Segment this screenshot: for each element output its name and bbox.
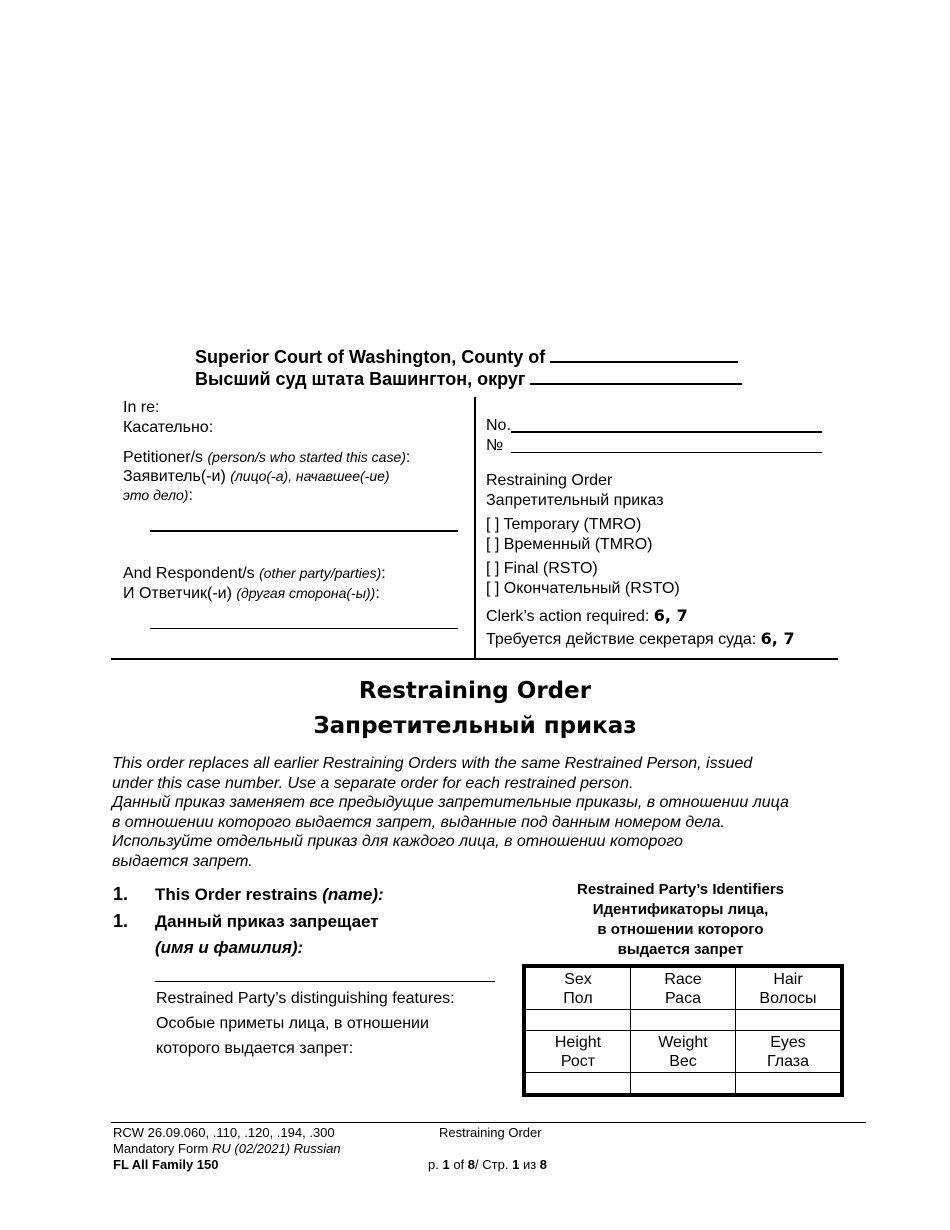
intro-line: under this case number. Use a separate order for each restrained person. xyxy=(112,774,634,792)
section-1-ru-note: (имя и фамилия): xyxy=(155,938,304,957)
restrained-name-input[interactable] xyxy=(155,981,495,982)
eyes-en: Eyes xyxy=(770,1033,806,1051)
footer-rcw: RCW 26.09.060, .110, .120, .194, .300 xyxy=(113,1125,335,1140)
sex-header xyxy=(526,968,631,1010)
identifiers-heading-ru-2: в отношении которого xyxy=(597,921,764,938)
petitioner-en: Petitioner/s xyxy=(123,449,204,466)
petitioner-ru-note1: (лицо(-а), начавшее(-ие) xyxy=(230,468,390,484)
petitioner-label-ru-2: это дело): xyxy=(123,487,193,504)
case-number-input[interactable] xyxy=(511,431,822,433)
in-re-ru: Касательно: xyxy=(123,419,214,436)
identifiers-heading-en: Restrained Party’s Identifiers xyxy=(576,881,785,898)
intro-line: This order replaces all earlier Restraining Orders with the same Restrained Person, issued xyxy=(112,755,753,772)
intro-line: Данный приказ заменяет все предыдущие запретительные приказы, в отношении лица xyxy=(112,794,789,811)
footer-mandatory xyxy=(113,1141,341,1157)
footer-page-sep: / Стр. xyxy=(475,1157,509,1172)
intro-line: выдается запрет. xyxy=(112,852,253,870)
intro-line: Используйте отдельный приказ для каждого лица, в отношении которого xyxy=(112,833,683,850)
court-label-en: Superior Court of Washington, County of xyxy=(195,347,546,367)
footer-form-id: FL All Family 150 xyxy=(113,1157,219,1172)
respondent-name-input[interactable] xyxy=(150,628,458,629)
footer-page-num: 1 xyxy=(442,1157,450,1172)
footer-page-of-ru: из xyxy=(522,1157,537,1172)
final-checkbox-en[interactable]: [ ] Final (RSTO) xyxy=(486,560,598,577)
clerk-action-en xyxy=(486,606,688,627)
clerk-sections-en: 6, 7 xyxy=(653,606,688,625)
race-header xyxy=(631,968,736,1010)
respondent-en-note: (other party/parties) xyxy=(259,565,382,581)
respondent-ru-note: (другая сторона(-ы)) xyxy=(236,585,376,601)
identifiers-table xyxy=(525,967,841,1094)
court-label-ru: Высший суд штата Вашингтон, округ xyxy=(195,369,526,389)
footer-page-p: p. xyxy=(428,1157,439,1172)
footer-page-number xyxy=(428,1157,547,1173)
table-row xyxy=(526,1031,841,1073)
height-ru: Рост xyxy=(560,1052,596,1070)
table-row xyxy=(526,968,841,1010)
order-type-ru: Запретительный приказ xyxy=(486,492,664,509)
footer-page-num-ru: 1 xyxy=(512,1157,520,1172)
section-1-text-ru: Данный приказ запрещает xyxy=(155,912,379,931)
court-heading-ru xyxy=(195,368,742,390)
case-number-label-en: No. xyxy=(486,417,511,434)
petitioner-name-input[interactable] xyxy=(150,530,458,532)
county-input-ru[interactable] xyxy=(530,369,742,385)
race-input[interactable] xyxy=(631,1010,736,1031)
petitioner-en-note: (person/s who started this case) xyxy=(207,449,406,465)
eyes-header xyxy=(736,1031,841,1073)
hair-ru: Волосы xyxy=(759,989,817,1007)
temporary-checkbox-en[interactable]: [ ] Temporary (TMRO) xyxy=(486,516,642,533)
footer-left xyxy=(113,1125,341,1173)
document-title-ru: Запретительный приказ xyxy=(313,713,637,739)
hair-en: Hair xyxy=(773,970,803,988)
eyes-ru: Глаза xyxy=(766,1052,810,1070)
race-en: Race xyxy=(664,970,702,988)
hair-input[interactable] xyxy=(736,1010,841,1031)
features-label-ru-1: Особые приметы лица, в отношении xyxy=(156,1015,429,1032)
order-type-en: Restraining Order xyxy=(486,472,613,489)
clerk-action-ru xyxy=(486,629,795,650)
caption-bottom-rule xyxy=(111,658,838,660)
sex-en: Sex xyxy=(564,970,592,988)
height-en: Height xyxy=(554,1033,602,1051)
features-label-en: Restrained Party’s distinguishing features: xyxy=(156,990,455,1007)
height-header xyxy=(526,1031,631,1073)
case-number-input-ru[interactable] xyxy=(511,452,822,453)
table-row xyxy=(526,1073,841,1094)
section-1-number-en: 1. xyxy=(113,884,129,904)
section-1-number-ru: 1. xyxy=(113,911,129,931)
table-row xyxy=(526,1010,841,1031)
footer-page-total: 8 xyxy=(467,1157,476,1172)
document-title-en: Restraining Order xyxy=(358,678,592,704)
identifiers-heading-ru-3: выдается запрет xyxy=(617,941,744,958)
identifiers-heading-ru-1: Идентификаторы лица, xyxy=(592,901,769,918)
footer-center-title: Restraining Order xyxy=(439,1125,542,1140)
county-input-en[interactable] xyxy=(550,347,738,363)
hair-header xyxy=(736,968,841,1010)
clerk-label-en: Clerk’s action required: xyxy=(486,608,650,625)
case-number-ru xyxy=(486,436,503,456)
section-1-en-note: (name): xyxy=(322,885,384,904)
respondent-label-en: And Respondent/s (other party/parties): xyxy=(123,565,386,582)
footer-mandatory-prefix: Mandatory Form xyxy=(113,1141,209,1156)
respondent-label-ru: И Ответчик(-и) (другая сторона(-ы)): xyxy=(123,585,380,602)
features-label-ru-2: которого выдается запрет: xyxy=(156,1040,354,1057)
final-checkbox-ru[interactable]: [ ] Окончательный (RSTO) xyxy=(486,580,680,597)
in-re-en: In re: xyxy=(123,399,160,416)
eyes-input[interactable] xyxy=(736,1073,841,1094)
weight-ru: Вес xyxy=(669,1052,697,1070)
footer-rule xyxy=(111,1122,866,1123)
sex-input[interactable] xyxy=(526,1010,631,1031)
sex-ru: Пол xyxy=(563,989,593,1007)
identifiers-table-wrap xyxy=(522,964,844,1097)
caption-divider xyxy=(474,397,476,659)
weight-header xyxy=(631,1031,736,1073)
weight-input[interactable] xyxy=(631,1073,736,1094)
weight-en: Weight xyxy=(658,1033,708,1051)
respondent-en: And Respondent/s xyxy=(123,565,255,582)
section-1-text-en xyxy=(155,885,384,905)
case-number-en xyxy=(486,416,511,436)
footer-page-total-ru: 8 xyxy=(539,1157,548,1172)
footer-mandatory-italic: RU (02/2021) Russian xyxy=(212,1141,341,1156)
petitioner-ru: Заявитель(-и) xyxy=(123,468,226,485)
intro-line: в отношении которого выдается запрет, выданные под данным номером дела. xyxy=(112,813,725,831)
case-number-label-ru: № xyxy=(486,437,504,454)
intro-paragraph xyxy=(112,754,852,871)
temporary-checkbox-ru[interactable]: [ ] Временный (TMRO) xyxy=(486,536,653,553)
court-heading-en xyxy=(195,346,738,368)
section-1-en: This Order restrains xyxy=(155,885,318,904)
height-input[interactable] xyxy=(526,1073,631,1094)
clerk-sections-ru: 6, 7 xyxy=(760,629,795,648)
clerk-label-ru: Требуется действие секретаря суда: xyxy=(486,631,757,648)
race-ru: Раса xyxy=(665,989,701,1007)
petitioner-ru-note2: это дело) xyxy=(123,487,189,503)
respondent-ru: И Ответчик(-и) xyxy=(123,585,232,602)
petitioner-label-ru xyxy=(123,466,390,487)
petitioner-label-en: Petitioner/s (person/s who started this case): xyxy=(123,449,411,466)
footer-page-of: of xyxy=(453,1157,465,1172)
identifiers-heading xyxy=(523,880,838,960)
